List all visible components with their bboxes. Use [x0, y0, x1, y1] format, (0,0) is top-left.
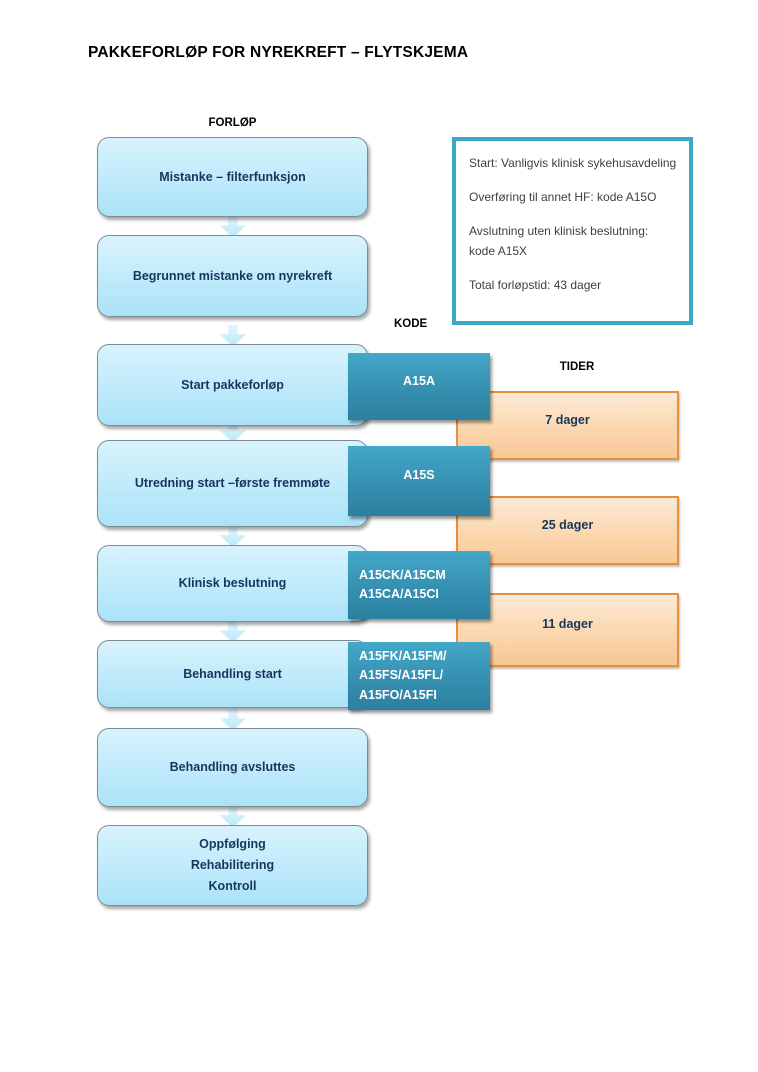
flow-step-behandling-avsluttes — [97, 728, 368, 807]
flow-step-label: Kontroll — [208, 879, 257, 893]
column-label-tider: TIDER — [559, 361, 595, 373]
flow-step-label: Start pakkeforløp — [181, 377, 284, 392]
tider-label: 11 dager — [542, 617, 593, 631]
kode-label: A15S — [403, 468, 435, 483]
flow-step-utredning-start — [97, 440, 368, 527]
flow-step-label: Utredning start –første fremmøte — [134, 476, 331, 490]
kode-label: A15A — [403, 373, 435, 388]
column-label-forlop: FORLØP — [208, 117, 257, 129]
flow-step-klinisk-beslutning — [97, 545, 368, 622]
kode-box-klinisk-beslutning-koder — [348, 551, 490, 619]
flow-step-label: Behandling start — [183, 666, 282, 681]
flow-step-mistanke-filterfunksjon — [97, 137, 368, 217]
kode-label: A15FO/A15FI — [359, 687, 437, 702]
tider-label: 25 dager — [541, 517, 594, 532]
flow-step-label: Oppfølging — [199, 837, 266, 851]
info-box — [452, 137, 693, 325]
kode-box-a15s — [348, 446, 490, 516]
kode-label: A15FS/A15FL/ — [359, 668, 444, 683]
kode-box-behandling-koder — [348, 642, 490, 710]
flow-step-label: Begrunnet mistanke om nyrekreft — [132, 268, 333, 283]
flow-step-behandling-start — [97, 640, 368, 708]
flow-step-start-pakkeforlop — [97, 344, 368, 426]
flow-step-begrunnet-mistanke — [97, 235, 368, 317]
flow-step-label: Rehabilitering — [190, 858, 275, 872]
flow-step-label: Mistanke – filterfunksjon — [159, 169, 306, 184]
info-line-total-forlopstid: Total forløpstid: 43 dager — [469, 278, 602, 292]
kode-label: A15CK/A15CM — [359, 567, 446, 582]
flow-step-oppfolging-rehabilitering-kontroll — [97, 825, 368, 906]
flow-step-label: Behandling avsluttes — [169, 760, 296, 774]
kode-box-a15a — [348, 353, 490, 420]
info-line-start: Start: Vanligvis klinisk sykehusavdeling — [469, 156, 677, 170]
column-label-kode: KODE — [394, 318, 428, 330]
flow-step-label: Klinisk beslutning — [178, 576, 287, 590]
info-line-avslutning: Avslutning uten klinisk beslutning: kode A15X — [469, 224, 649, 258]
kode-label: A15FK/A15FM/ — [359, 648, 447, 663]
info-line-overforing: Overføring til annet HF: kode A15O — [469, 190, 657, 204]
tider-label: 7 dager — [545, 412, 590, 427]
kode-label: A15CA/A15CI — [359, 587, 439, 601]
page-title: PAKKEFORLØP FOR NYREKREFT – FLYTSKJEMA — [88, 44, 469, 61]
